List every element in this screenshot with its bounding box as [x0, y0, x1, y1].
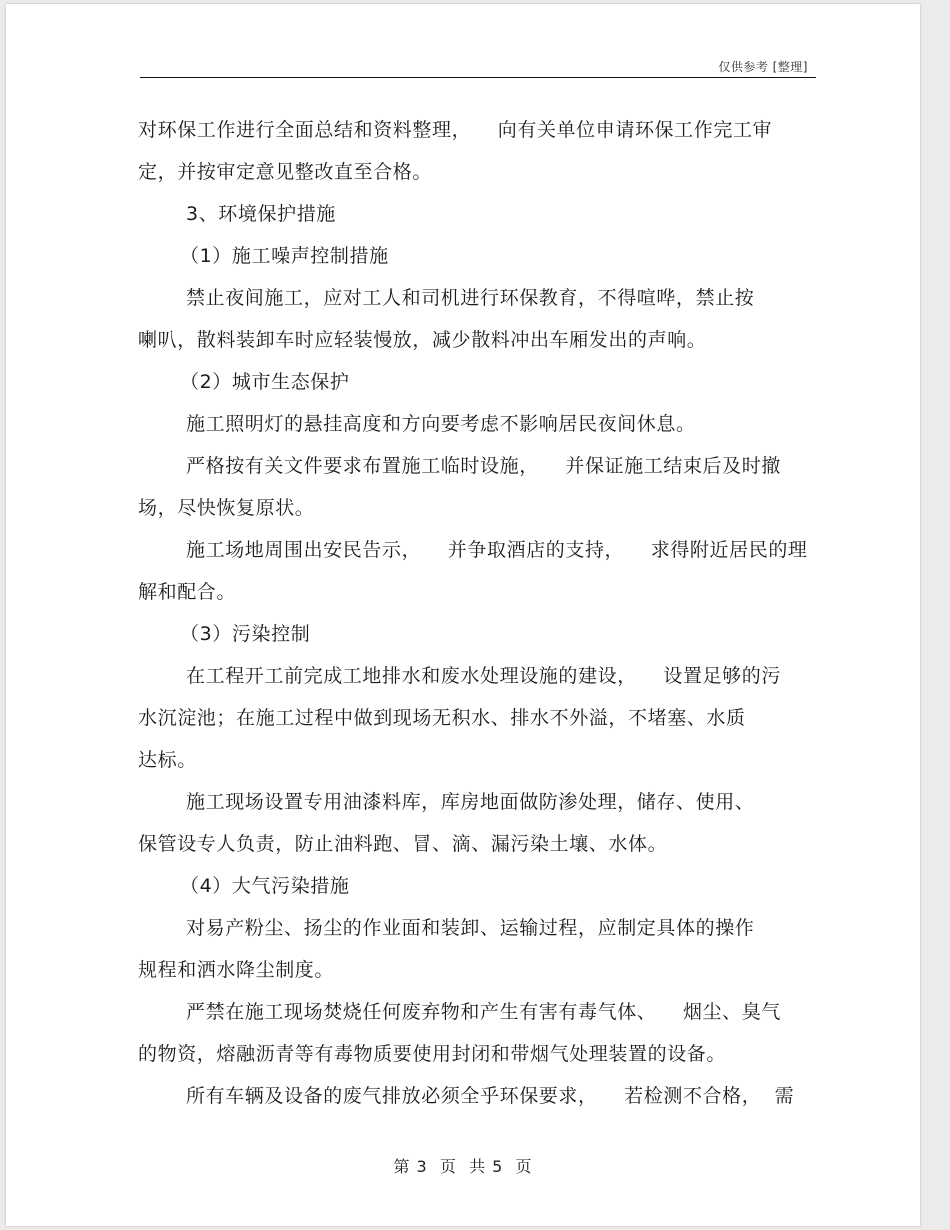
body-line: 定，并按审定意见整改直至合格。 — [138, 161, 433, 183]
body-line: 解和配合。 — [138, 581, 237, 603]
body-line: 施工场地周围出安民告示， 并争取酒店的支持， 求得附近居民的理 — [186, 539, 808, 561]
body-line: 对环保工作进行全面总结和资料整理， 向有关单位申请环保工作完工审 — [138, 119, 773, 141]
body-line: 在工程开工前完成工地排水和废水处理设施的建设， 设置足够的污 — [186, 665, 781, 687]
body-line: 的物资，熔融沥青等有毒物质要使用封闭和带烟气处理装置的设备。 — [138, 1043, 727, 1065]
header-divider — [140, 77, 816, 78]
body-line: 规程和洒水降尘制度。 — [138, 959, 335, 981]
section-heading: 3、环境保护措施 — [186, 203, 336, 225]
body-line: 场，尽快恢复原状。 — [138, 497, 315, 519]
body-line: 严格按有关文件要求布置施工临时设施， 并保证施工结束后及时撤 — [186, 455, 781, 477]
body-line: 水沉淀池；在施工过程中做到现场无积水、排水不外溢，不堵塞、水质 — [138, 707, 746, 729]
subsection-heading: （2）城市生态保护 — [180, 371, 350, 393]
body-line: 达标。 — [138, 749, 197, 771]
page-number: 第 3 页 共 5 页 — [393, 1157, 533, 1176]
body-line: 施工照明灯的悬挂高度和方向要考虑不影响居民夜间休息。 — [186, 413, 696, 435]
body-line: 禁止夜间施工，应对工人和司机进行环保教育，不得喧哗，禁止按 — [186, 287, 755, 309]
body-line: 施工现场设置专用油漆料库，库房地面做防渗处理，储存、使用、 — [186, 791, 755, 813]
subsection-heading: （4）大气污染措施 — [180, 875, 350, 897]
body-line: 喇叭，散料装卸车时应轻装慢放，减少散料冲出车厢发出的声响。 — [138, 329, 707, 351]
subsection-heading: （3）污染控制 — [180, 623, 311, 645]
document-page — [6, 4, 920, 1226]
body-line: 所有车辆及设备的废气排放必须全乎环保要求， 若检测不合格， 需 — [186, 1085, 795, 1107]
header-note: 仅供参考 [整理] — [718, 60, 808, 74]
subsection-heading: （1）施工噪声控制措施 — [180, 245, 389, 267]
body-line: 严禁在施工现场焚烧任何废弃物和产生有害有毒气体、 烟尘、臭气 — [186, 1001, 781, 1023]
body-line: 保管设专人负责，防止油料跑、冒、滴、漏污染土壤、水体。 — [138, 833, 668, 855]
body-line: 对易产粉尘、扬尘的作业面和装卸、运输过程，应制定具体的操作 — [186, 917, 755, 939]
